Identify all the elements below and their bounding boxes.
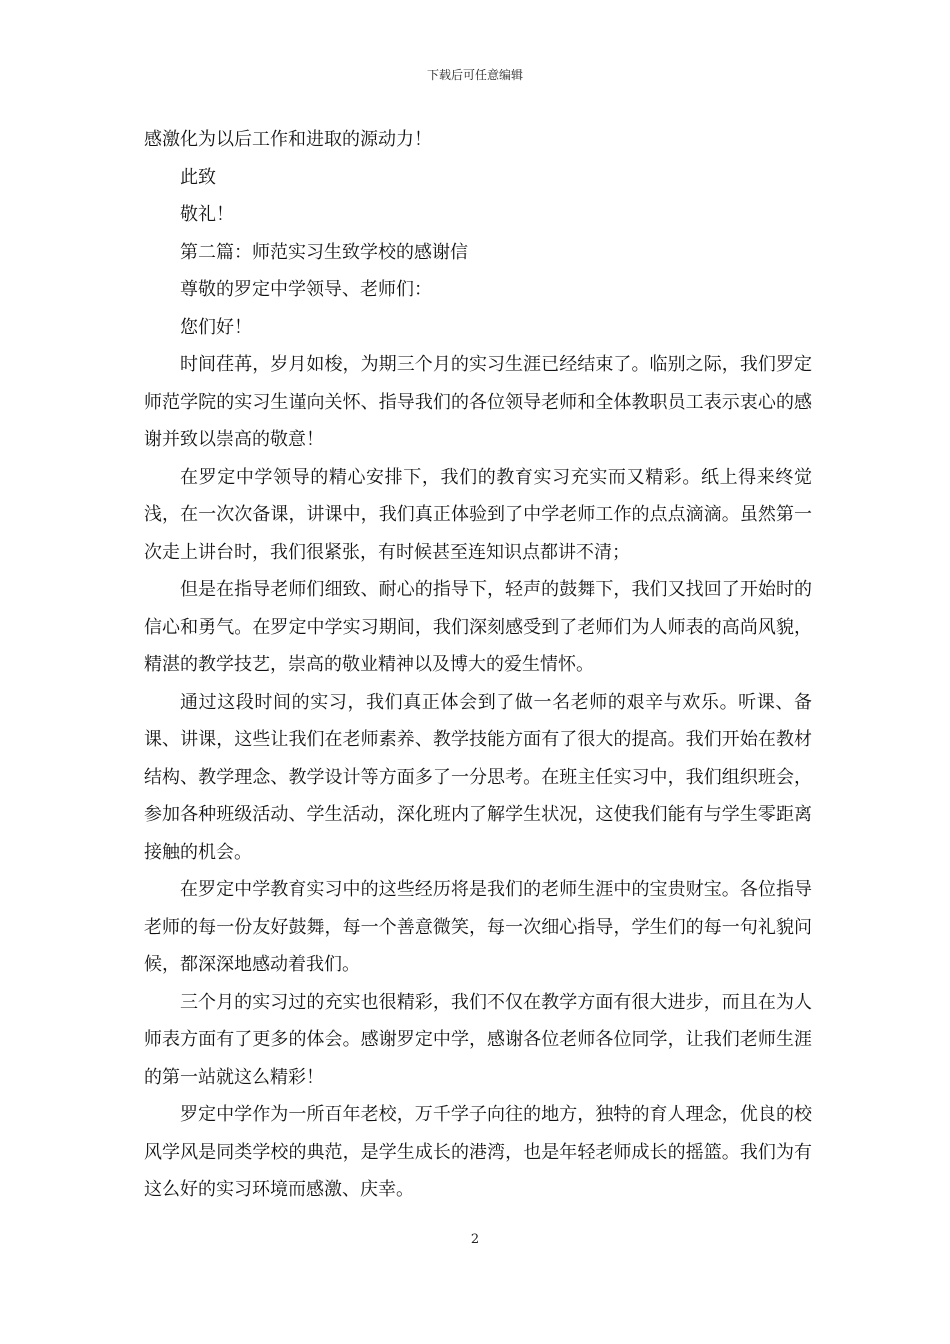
section-title: 第二篇：师范实习生致学校的感谢信 [180, 241, 468, 263]
page-number: 2 [470, 1232, 480, 1247]
page-header-note: 下载后可任意编辑 [426, 68, 523, 82]
paragraph: 但是在指导老师们细致、耐心的指导下，轻声的鼓舞下，我们又找回了开始时的信心和勇气。在罗定中学实习期间，我们深刻感受到了老师们为人师表的高尚风貌，精湛的教学技艺，崇高的敬业精神以及博大的爱生情怀。 [144, 579, 812, 675]
paragraph: 在罗定中学教育实习中的这些经历将是我们的老师生涯中的宝贵财宝。各位指导老师的每一份友好鼓舞，每一个善意微笑，每一次细心指导，学生们的每一句礼貌问候，都深深地感动着我们。 [144, 879, 812, 975]
paragraph-closing-salutation: 此致 [180, 166, 216, 188]
paragraph: 时间荏苒，岁月如梭，为期三个月的实习生涯已经结束了。临别之际，我们罗定师范学院的实习生谨向关怀、指导我们的各位领导老师和全体教职员工表示衷心的感谢并致以崇高的敬意！ [144, 354, 812, 450]
paragraph-continuation: 感激化为以后工作和进取的源动力！ [144, 129, 432, 150]
paragraph: 罗定中学作为一所百年老校，万千学子向往的地方，独特的育人理念，优良的校风学风是同类学校的典范，是学生成长的港湾，也是年轻老师成长的摇篮。我们为有这么好的实习环境而感激、庆幸。 [144, 1104, 812, 1200]
paragraph: 在罗定中学领导的精心安排下，我们的教育实习充实而又精彩。纸上得来终觉浅，在一次次备课，讲课中，我们真正体验到了中学老师工作的点点滴滴。虽然第一次走上讲台时，我们很紧张，有时候甚至连知识点都讲不清； [144, 466, 812, 563]
letter-hello: 您们好！ [180, 316, 252, 338]
letter-greeting: 尊敬的罗定中学领导、老师们： [180, 279, 432, 300]
document-body [144, 121, 812, 1209]
paragraph: 通过这段时间的实习，我们真正体会到了做一名老师的艰辛与欢乐。听课、备课、讲课，这些让我们在老师素养、教学技能方面有了很大的提高。我们开始在教材结构、教学理念、教学设计等方面多了一分思考。在班主任实习中，我们组织班会，参加各种班级活动、学生活动，深化班内了解学生状况，这使我们能有与学生零距离接触的机会。 [144, 691, 812, 863]
paragraph-closing-regards: 敬礼！ [180, 204, 234, 225]
paragraph: 三个月的实习过的充实也很精彩，我们不仅在教学方面有很大进步，而且在为人师表方面有了更多的体会。感谢罗定中学，感谢各位老师各位同学，让我们老师生涯的第一站就这么精彩！ [144, 991, 812, 1088]
